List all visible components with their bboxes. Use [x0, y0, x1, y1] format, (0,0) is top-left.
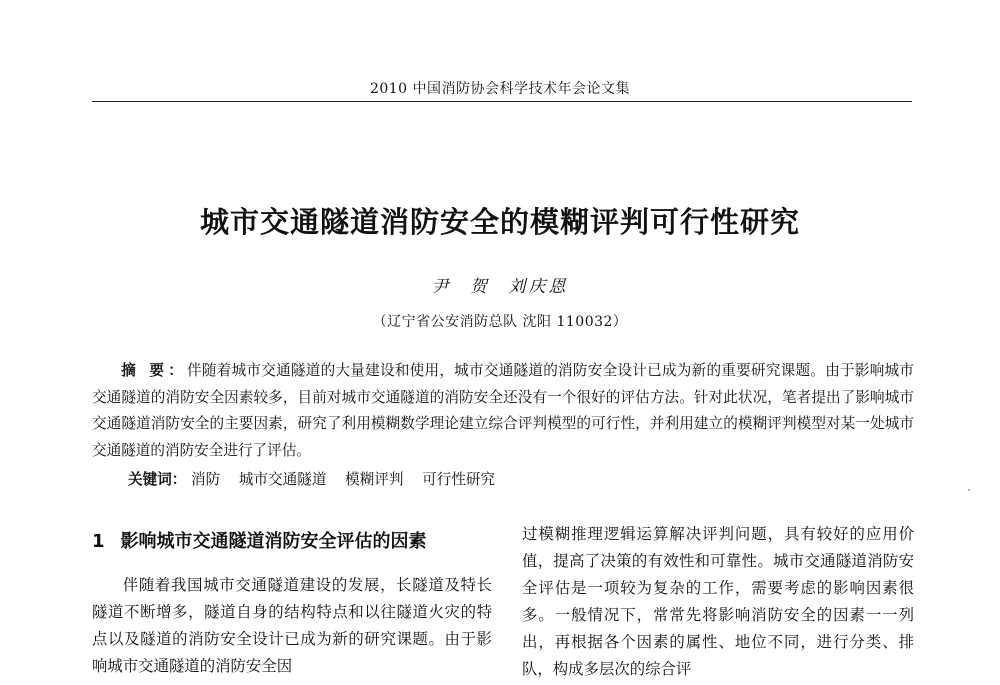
running-header: 2010 中国消防协会科学技术年会论文集	[369, 81, 631, 97]
keyword-item: 消防	[191, 471, 221, 488]
right-column	[522, 521, 914, 683]
paper-authors: 尹 贺 刘庆恩	[431, 277, 569, 297]
keywords	[128, 467, 509, 493]
section-1-number: 1	[92, 531, 105, 552]
section-1-paragraph: 伴随着我国城市交通隧道建设的发展，长隧道及特长隧道不断增多，隧道自身的结构特点和以往隧道火灾的特点以及隧道的消防安全设计已成为新的研究课题。由于影响城市交通隧道的消防安全因	[92, 576, 492, 675]
abstract-label: 摘 要：	[121, 362, 188, 379]
right-column-paragraph: 过模糊推理逻辑运算解决评判问题，具有较好的应用价值，提高了决策的有效性和可靠性。城市交通隧道消防安全评估是一项较为复杂的工作，需要考虑的影响因素很多。一般情况下，常常先将影响消防安全的因素一一列出，再根据各个因素的属性、地位不同，进行分类、排队，构成多层次的综合评	[522, 525, 914, 678]
section-1-heading	[92, 530, 492, 554]
keyword-item: 模糊评判	[345, 471, 404, 488]
paper-title: 城市交通隧道消防安全的模糊评判可行性研究	[199, 205, 800, 239]
abstract-text: 伴随着城市交通隧道的大量建设和使用，城市交通隧道的消防安全设计已成为新的重要研究课题。由于影响城市交通隧道的消防安全因素较多，目前对城市交通隧道的消防安全还没有一个很好的评估方法。针对此状况，笔者提出了影响城市交通隧道消防安全的主要因素，研究了利用模糊数学理论建立综合评判模型的可行性，并利用建立的模糊评判模型对某一处城市交通隧道的消防安全进行了评估。	[92, 362, 914, 459]
abstract	[92, 358, 914, 464]
keywords-label: 关键词：	[128, 471, 187, 488]
paper-affiliation: （辽宁省公安消防总队 沈阳 110032）	[372, 314, 628, 330]
keyword-item: 可行性研究	[422, 471, 496, 488]
scan-speck	[968, 489, 970, 491]
header-rule	[92, 101, 912, 102]
section-1-title: 影响城市交通隧道消防安全评估的因素	[120, 531, 427, 552]
left-column	[92, 530, 492, 680]
keyword-item: 城市交通隧道	[238, 471, 327, 488]
